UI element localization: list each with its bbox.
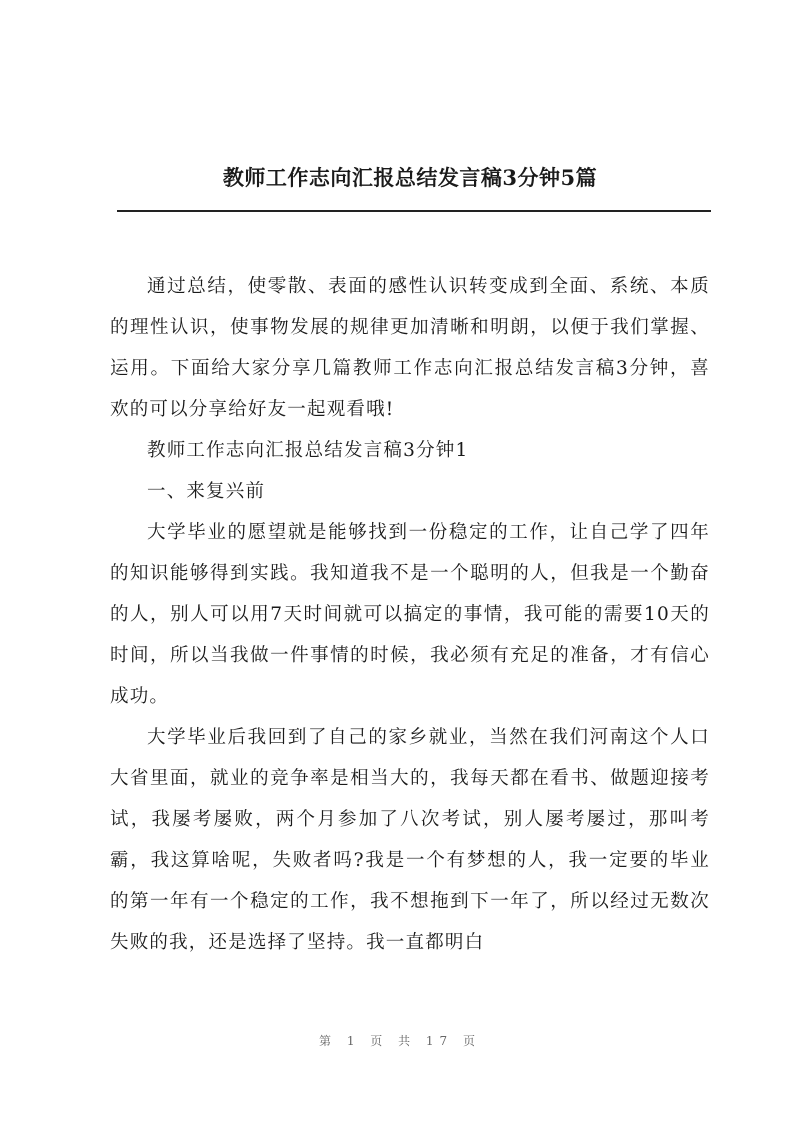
page-footer: 第 1 页 共 17 页 xyxy=(319,1034,481,1048)
paragraph-subheading: 一、来复兴前 xyxy=(147,481,266,502)
paragraph-body-1: 大学毕业的愿望就是能够找到一份稳定的工作，让自己学了四年的知识能够得到实践。我知道我不是一个聪明的人，但我是一个勤奋的人，别人可以用7天时间就可以搞定的事情，我可能的需要10天的时间，所以当我做一件事情的时候，我必须有充足的准备，才有信心成功。 xyxy=(110,522,710,707)
paragraph-intro: 通过总结，使零散、表面的感性认识转变成到全面、系统、本质的理性认识，使事物发展的规律更加清晰和明朗，以便于我们掌握、运用。下面给大家分享几篇教师工作志向汇报总结发言稿3分钟，喜欢的可以分享给好友一起观看哦! xyxy=(110,276,710,420)
title-underline xyxy=(117,210,711,212)
paragraph-section-heading: 教师工作志向汇报总结发言稿3分钟1 xyxy=(147,440,469,461)
document-title: 教师工作志向汇报总结发言稿3分钟5篇 xyxy=(222,165,598,190)
document-body xyxy=(110,266,710,963)
paragraph-body-2: 大学毕业后我回到了自己的家乡就业，当然在我们河南这个人口大省里面，就业的竞争率是相当大的，我每天都在看书、做题迎接考试，我屡考屡败，两个月参加了八次考试，别人屡考屡过，那叫考霸，我这算啥呢，失败者吗?我是一个有梦想的人，我一定要的毕业的第一年有一个稳定的工作，我不想拖到下一年了，所以经过无数次失败的我，还是选择了坚持。我一直都明白 xyxy=(110,727,710,953)
